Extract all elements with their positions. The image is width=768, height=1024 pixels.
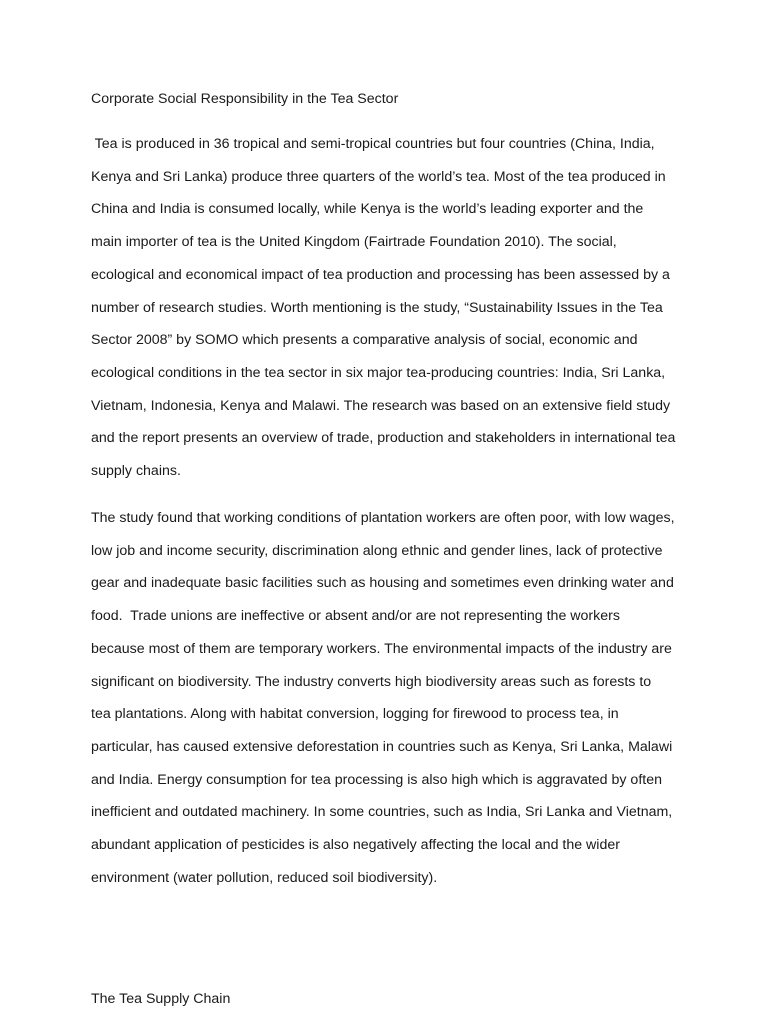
paragraph-line: low job and income security, discrimination along ethnic and gender lines, lack of protective (91, 542, 663, 559)
paragraph-line: number of research studies. Worth mentioning is the study, “Sustainability Issues in the Tea (91, 299, 663, 316)
document-title: Corporate Social Responsibility in the Tea Sector (91, 91, 399, 107)
paragraph-line: significant on biodiversity. The industry converts high biodiversity areas such as forests to (91, 673, 652, 690)
paragraph-line: supply chains. (91, 463, 181, 480)
paragraph-1 (91, 128, 691, 488)
paragraph-line: environment (water pollution, reduced soil biodiversity). (91, 869, 438, 886)
paragraph-line: gear and inadequate basic facilities such as housing and sometimes even drinking water and (91, 575, 674, 592)
paragraph-line: particular, has caused extensive deforestation in countries such as Kenya, Sri Lanka, Malawi (91, 738, 673, 755)
paragraph-line: main importer of tea is the United Kingdom (Fairtrade Foundation 2010). The social, (91, 234, 617, 251)
paragraph-line: inefficient and outdated machinery. In some countries, such as India, Sri Lanka and Vietnam, (91, 804, 673, 821)
paragraph-line: and India. Energy consumption for tea processing is also high which is aggravated by often (91, 771, 662, 788)
paragraph-line: Tea is produced in 36 tropical and semi-tropical countries but four countries (China, India, (91, 136, 655, 152)
paragraph-line: tea plantations. Along with habitat conversion, logging for firewood to process tea, in (91, 706, 619, 723)
paragraph-line: The study found that working conditions of plantation workers are often poor, with low wages, (91, 510, 675, 526)
paragraph-line: ecological and economical impact of tea production and processing has been assessed by a (91, 266, 670, 283)
paragraph-line: and the report presents an overview of trade, production and stakeholders in international tea (91, 430, 676, 447)
paragraph-line: Sector 2008” by SOMO which presents a comparative analysis of social, economic and (91, 332, 638, 349)
paragraph-2 (91, 502, 691, 894)
paragraph-line: food. Trade unions are ineffective or absent and/or are not representing the workers (91, 608, 620, 625)
paragraph-line: ecological conditions in the tea sector in six major tea-producing countries: India, Sri Lanka, (91, 364, 666, 381)
paragraph-line: Kenya and Sri Lanka) produce three quarters of the world’s tea. Most of the tea produced in (91, 168, 666, 185)
paragraph-line: China and India is consumed locally, while Kenya is the world’s leading exporter and the (91, 201, 644, 218)
section-heading: The Tea Supply Chain (91, 991, 231, 1007)
paragraph-line: Vietnam, Indonesia, Kenya and Malawi. The research was based on an extensive field study (91, 397, 671, 414)
paragraph-line: because most of them are temporary workers. The environmental impacts of the industry are (91, 640, 672, 657)
paragraph-line: abundant application of pesticides is also negatively affecting the local and the wider (91, 837, 620, 854)
